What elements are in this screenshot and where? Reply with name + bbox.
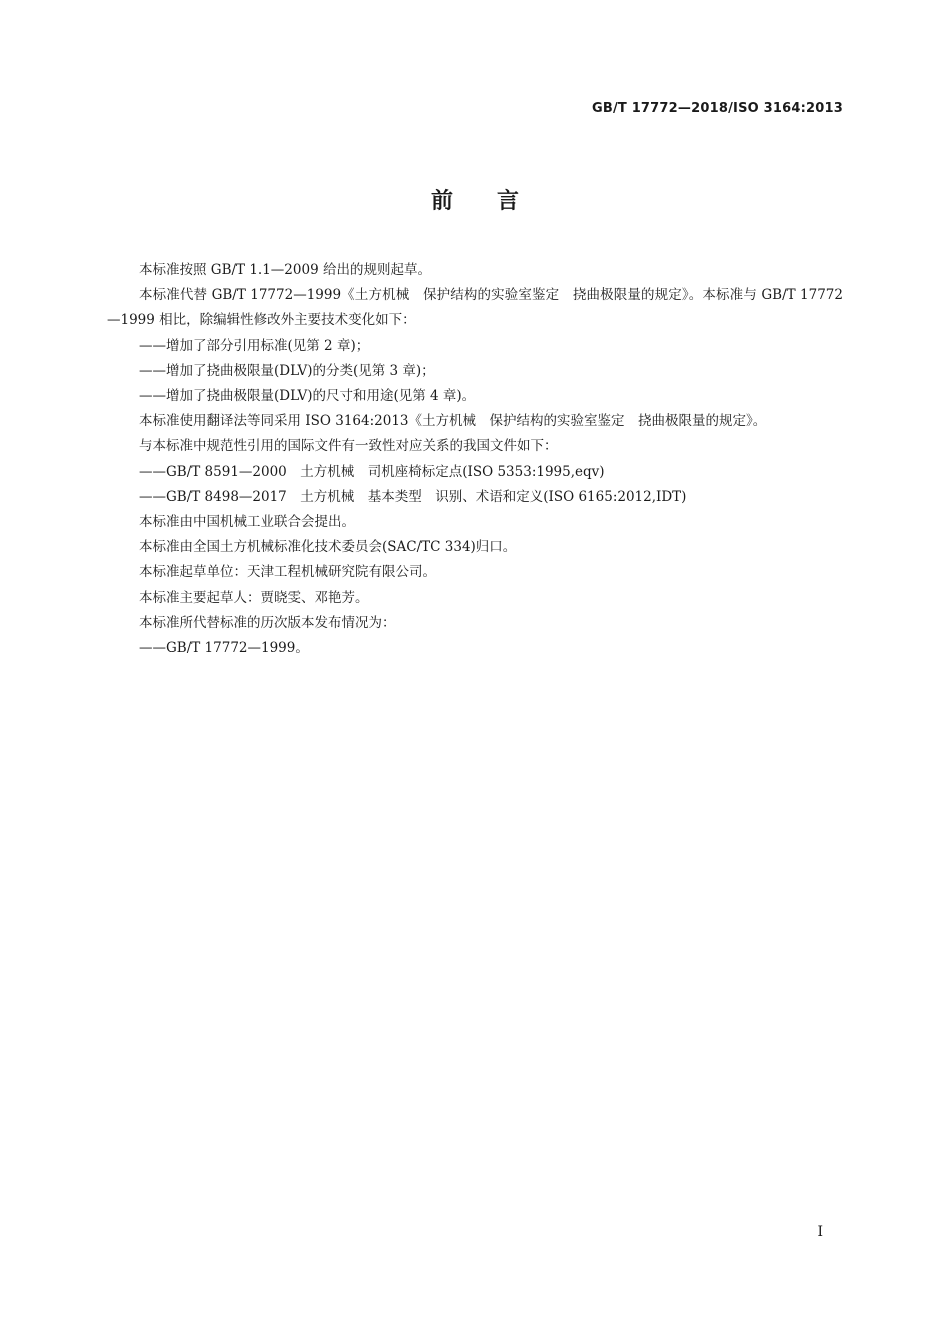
paragraph-drafting-rules: 本标准按照 GB/T 1.1—2009 给出的规则起草。	[139, 262, 431, 278]
paragraph-proposed-by: 本标准由中国机械工业联合会提出。	[139, 514, 355, 531]
paragraph-main-drafters: 本标准主要起草人：贾晓雯、邓艳芳。	[139, 589, 369, 606]
standard-code-header: GB/T 17772—2018/ISO 3164:2013	[591, 101, 843, 116]
list-item: ——GB/T 17772—1999。	[139, 640, 309, 657]
list-item: ——增加了挠曲极限量(DLV)的分类(见第 3 章)；	[139, 362, 435, 379]
page-title: 前 言	[430, 189, 519, 214]
list-item: ——增加了挠曲极限量(DLV)的尺寸和用途(见第 4 章)。	[139, 388, 476, 405]
paragraph-centralized-by: 本标准由全国土方机械标准化技术委员会(SAC/TC 334)归口。	[139, 539, 517, 556]
paragraph-translation-method: 本标准使用翻译法等同采用 ISO 3164:2013《土方机械 保护结构的实验室鉴定 挠曲极限量的规定》。	[139, 413, 767, 430]
paragraph-corresponding-documents: 与本标准中规范性引用的国际文件有一致性对应关系的我国文件如下：	[139, 438, 558, 455]
paragraph-drafting-unit: 本标准起草单位：天津工程机械研究院有限公司。	[139, 564, 436, 581]
list-item: ——GB/T 8498—2017 土方机械 基本类型 识别、术语和定义(ISO 6165:2012,IDT)	[139, 488, 687, 505]
page-number: I	[817, 1224, 823, 1240]
paragraph-previous-editions: 本标准所代替标准的历次版本发布情况为：	[139, 614, 396, 631]
foreword-body	[107, 258, 843, 661]
list-item: ——增加了部分引用标准(见第 2 章)；	[139, 337, 370, 354]
list-item: ——GB/T 8591—2000 土方机械 司机座椅标定点(ISO 5353:1995,eqv)	[139, 463, 605, 480]
paragraph-replacement: 本标准代替 GB/T 17772—1999《土方机械 保护结构的实验室鉴定 挠曲极限量的规定》。本标准与 GB/T 17772—1999 相比，除编辑性修改外主要技术变化如下：	[107, 287, 843, 329]
